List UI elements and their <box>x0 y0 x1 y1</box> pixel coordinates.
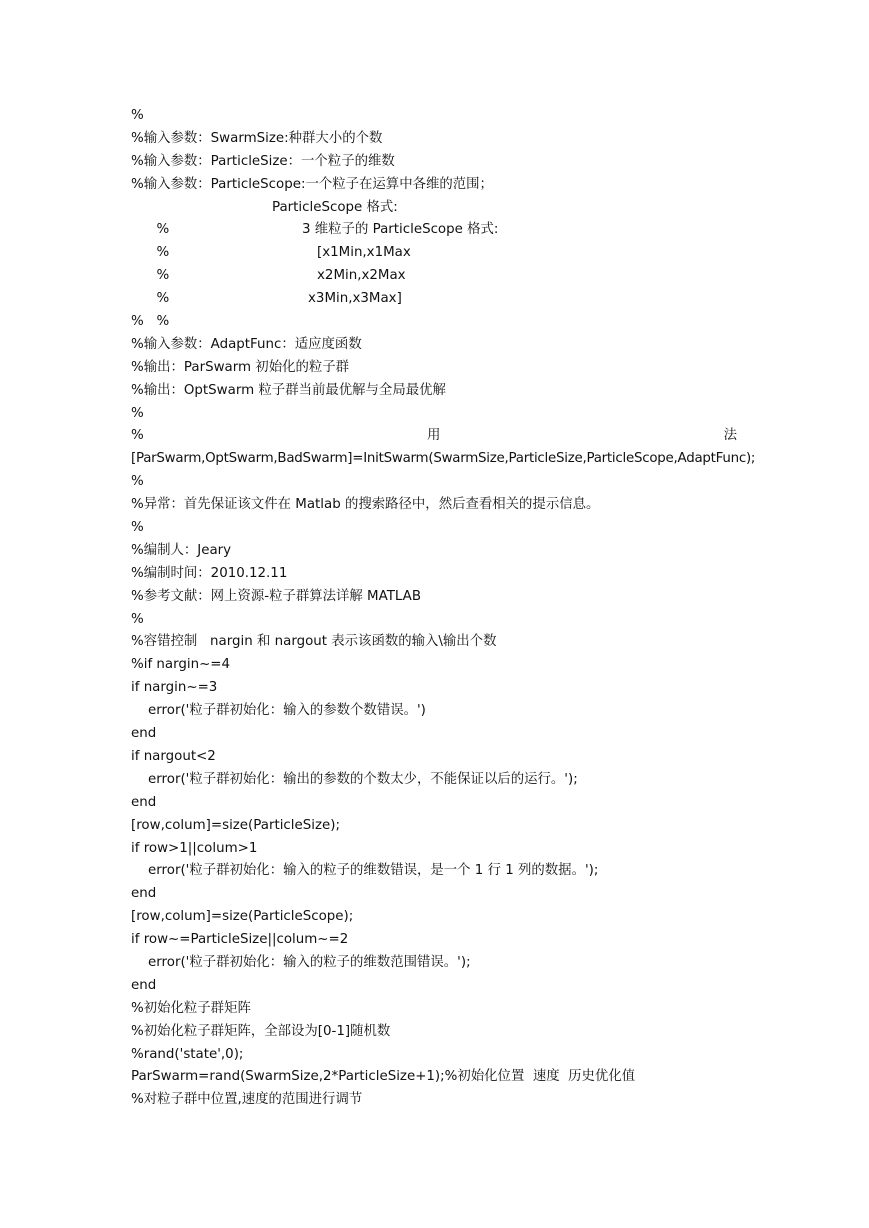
code-line: % <box>131 108 144 123</box>
comment-marker: % <box>156 245 170 261</box>
code-line: %if nargin~=4 <box>131 657 231 673</box>
code-line <box>131 288 737 330</box>
usage-word-start: 用 <box>426 428 441 444</box>
code-line: %输入参数：ParticleScope:一个粒子在运算中各维的范围； <box>131 176 493 192</box>
code-line-continuation: x2Min,x2Max <box>317 268 406 284</box>
code-line: %初始化粒子群矩阵，全部设为[0-1]随机数 <box>131 1023 391 1039</box>
comment-marker: % <box>156 291 170 307</box>
code-line: %输出：OptSwarm 粒子群当前最优解与全局最优解 <box>131 382 446 398</box>
comment-marker: % <box>156 268 170 284</box>
code-line: ParSwarm=rand(SwarmSize,2*ParticleSize+1);%初始化位置 速度 历史优化值 <box>131 1069 636 1085</box>
code-line: [ParSwarm,OptSwarm,BadSwarm]=InitSwarm(SwarmSize,ParticleSize,ParticleScope,AdaptFunc); <box>131 451 756 467</box>
code-line: %输入参数：ParticleSize：一个粒子的维数 <box>131 153 395 169</box>
code-line: % <box>131 520 144 536</box>
code-line: error('粒子群初始化：输入的参数个数错误。') <box>131 703 426 719</box>
code-line: [row,colum]=size(ParticleScope); <box>131 909 354 925</box>
code-listing <box>131 105 756 1112</box>
code-line: if nargout<2 <box>131 748 216 764</box>
comment-marker: % <box>156 314 170 330</box>
code-line: % <box>131 314 144 330</box>
code-line: error('粒子群初始化：输入的粒子的维数错误，是一个 1 行 1 列的数据。'); <box>131 863 599 879</box>
code-line: %输出：ParSwarm 初始化的粒子群 <box>131 359 350 375</box>
code-line: % <box>131 474 144 490</box>
code-line: if row>1||colum>1 <box>131 840 258 856</box>
code-line: %rand('state',0); <box>131 1046 244 1062</box>
code-line: %编制人：Jeary <box>131 542 232 558</box>
code-line: %初始化粒子群矩阵 <box>131 1000 251 1016</box>
usage-word-end: 法 <box>723 428 737 444</box>
code-line: end <box>131 886 157 902</box>
code-line: %异常：首先保证该文件在 Matlab 的搜索路径中，然后查看相关的提示信息。 <box>131 497 600 513</box>
code-line: if row~=ParticleSize||colum~=2 <box>131 932 349 948</box>
code-line: %编制时间：2010.12.11 <box>131 565 288 581</box>
code-line: error('粒子群初始化：输入的粒子的维数范围错误。'); <box>131 954 471 970</box>
code-line-continuation: ParticleScope 格式: <box>272 199 398 215</box>
code-line: error('粒子群初始化：输出的参数的个数太少，不能保证以后的运行。'); <box>131 771 578 787</box>
code-line: end <box>131 794 157 810</box>
code-line-justified <box>131 425 737 448</box>
code-line-continuation: x3Min,x3Max] <box>308 291 402 307</box>
code-line: if nargin~=3 <box>131 680 218 696</box>
comment-marker: % <box>131 428 144 444</box>
code-line: end <box>131 726 157 742</box>
code-line: %输入参数：AdaptFunc：适应度函数 <box>131 336 362 352</box>
code-line: %容错控制 nargin 和 nargout 表示该函数的输入\输出个数 <box>131 634 497 650</box>
code-line: % <box>131 405 144 421</box>
code-line: %参考文献：网上资源-粒子群算法详解 MATLAB <box>131 588 422 604</box>
code-line: %输入参数：SwarmSize:种群大小的个数 <box>131 130 383 146</box>
code-line: [row,colum]=size(ParticleSize); <box>131 817 340 833</box>
code-line-continuation: 3 维粒子的 ParticleScope 格式: <box>302 222 499 238</box>
code-line: end <box>131 977 157 993</box>
comment-marker: % <box>156 222 170 238</box>
code-line: %对粒子群中位置,速度的范围进行调节 <box>131 1092 363 1108</box>
code-line-continuation: [x1Min,x1Max <box>317 245 411 261</box>
code-line: % <box>131 611 144 627</box>
